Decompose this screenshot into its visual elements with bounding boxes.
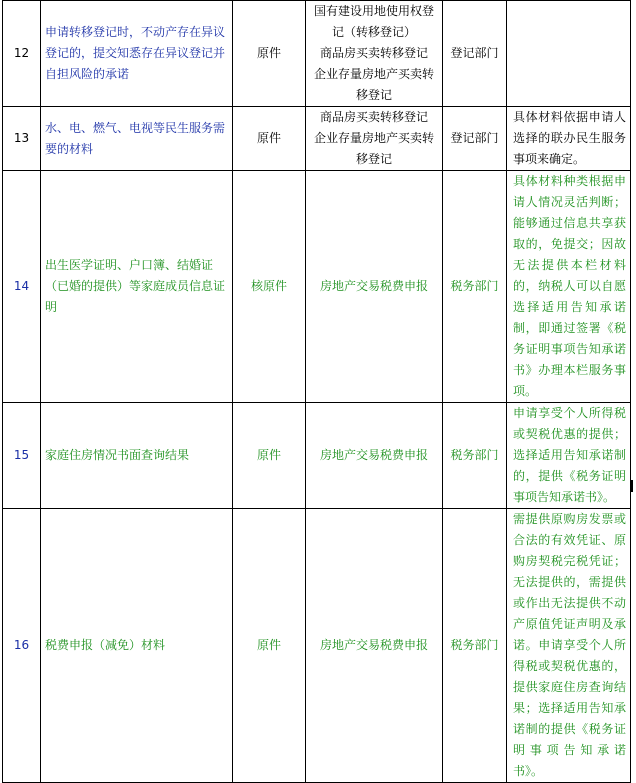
matter-item: 房地产交易税费申报 [319, 448, 428, 462]
matter-item: 国有建设用地使用权登记（转移登记） [313, 4, 434, 39]
applicable-matters [306, 1, 443, 107]
applicable-matters [306, 403, 443, 509]
material-form: 原件 [233, 509, 306, 783]
row-number: 16 [3, 509, 41, 783]
applicable-matters [306, 107, 443, 171]
material-form: 原件 [233, 1, 306, 107]
row-number: 13 [3, 107, 41, 171]
material-name: 申请转移登记时，不动产存在异议登记的，提交知悉存在异议登记并自担风险的承诺 [41, 1, 233, 107]
material-name: 水、电、燃气、电视等民生服务需要的材料 [41, 107, 233, 171]
matter-item: 商品房买卖转移登记 [319, 110, 428, 124]
row-number: 15 [3, 403, 41, 509]
material-name: 家庭住房情况书面查询结果 [41, 403, 233, 509]
table-row [3, 1, 631, 107]
remark [507, 1, 631, 107]
matter-item: 房地产交易税费申报 [319, 638, 428, 652]
remark: 需提供原购房发票或合法的有效凭证、原购房契税完税凭证；无法提供的，需提供或作出无法提供不动产原值凭证声明及承诺。申请享受个人所得税或契税优惠的，提供家庭住房查询结果；选择适用告知承诺制的提供《税务证明事项告知承诺书》。 [507, 509, 631, 783]
matter-item: 房地产交易税费申报 [319, 279, 428, 293]
materials-table [2, 0, 631, 783]
table-row [3, 171, 631, 403]
department: 登记部门 [443, 107, 507, 171]
department: 登记部门 [443, 1, 507, 107]
material-name: 出生医学证明、户口簿、结婚证（已婚的提供）等家庭成员信息证明 [41, 171, 233, 403]
row-number: 12 [3, 1, 41, 107]
remark: 申请享受个人所得税或契税优惠的提供；选择适用告知承诺制的，提供《税务证明事项告知承诺书》。 [507, 403, 631, 509]
table-row [3, 107, 631, 171]
material-form: 原件 [233, 403, 306, 509]
table-row [3, 509, 631, 783]
applicable-matters [306, 171, 443, 403]
applicable-matters [306, 509, 443, 783]
material-name: 税费申报（减免）材料 [41, 509, 233, 783]
table-row [3, 403, 631, 509]
material-form: 原件 [233, 107, 306, 171]
remark: 具体材料种类根据申请人情况灵活判断；能够通过信息共享获取的，免提交；因故无法提供本栏材料的，纳税人可以自愿选择适用告知承诺制，即通过签署《税务证明事项告知承诺书》办理本栏服务事项。 [507, 171, 631, 403]
matter-item: 商品房买卖转移登记 [319, 46, 428, 60]
department: 税务部门 [443, 171, 507, 403]
department: 税务部门 [443, 509, 507, 783]
matter-item: 企业存量房地产买卖转移登记 [313, 67, 434, 102]
text-cursor [631, 480, 633, 492]
remark: 具体材料依据申请人选择的联办民生服务事项来确定。 [507, 107, 631, 171]
row-number: 14 [3, 171, 41, 403]
matter-item: 企业存量房地产买卖转移登记 [313, 131, 434, 166]
material-form: 核原件 [233, 171, 306, 403]
department: 税务部门 [443, 403, 507, 509]
